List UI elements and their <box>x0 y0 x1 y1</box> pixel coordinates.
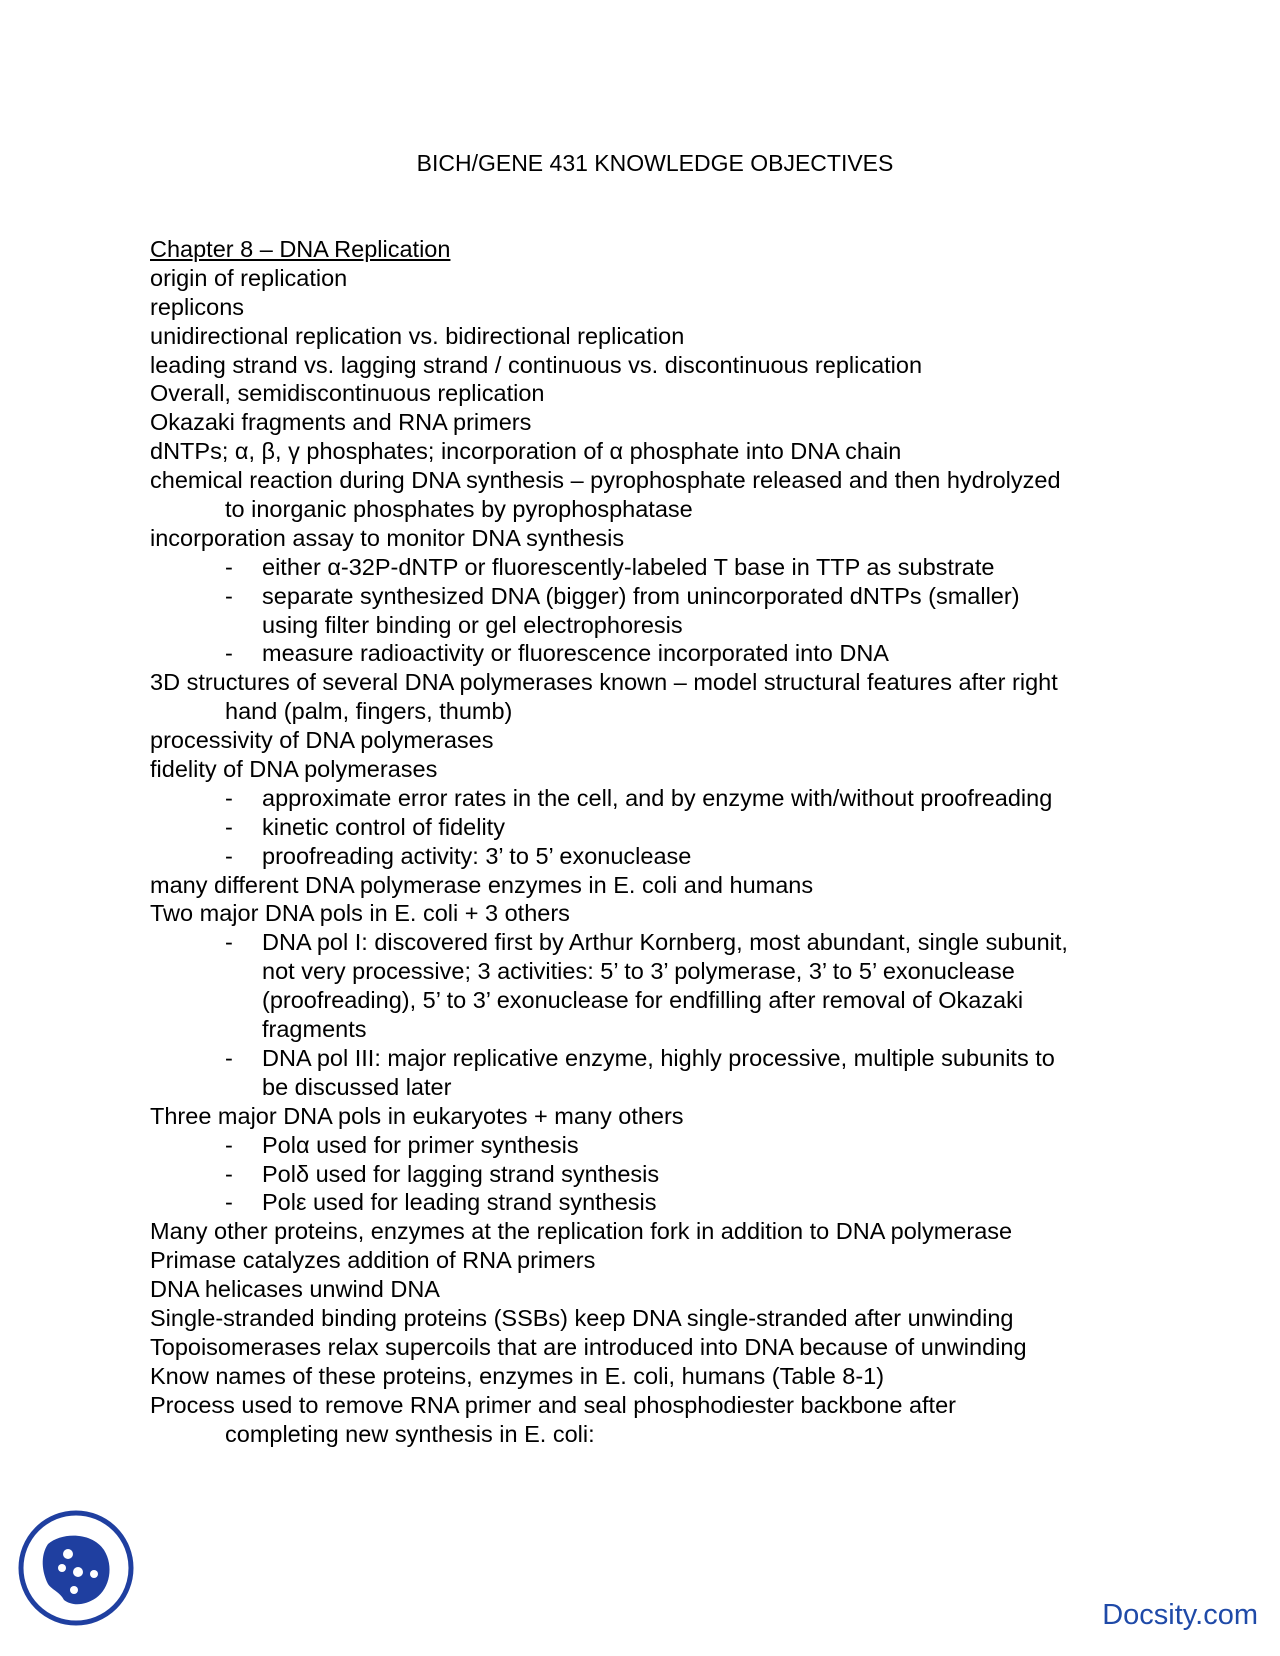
sub-bullet <box>150 1044 1150 1073</box>
sub-bullet <box>150 1160 1150 1189</box>
list-item: unidirectional replication vs. bidirectional replication <box>150 322 685 349</box>
sub-bullet-text: measure radioactivity or fluorescence incorporated into DNA <box>262 640 889 667</box>
list-item: fidelity of DNA polymerases <box>150 756 438 783</box>
list-item-continuation: hand (palm, fingers, thumb) <box>225 698 513 725</box>
sub-bullet-text: Polα used for primer synthesis <box>262 1131 579 1158</box>
list-item: Two major DNA pols in E. coli + 3 others <box>150 900 570 927</box>
logo-dot <box>90 1570 98 1578</box>
bullet-dash: - <box>225 640 233 667</box>
sub-bullet-text: kinetic control of fidelity <box>262 813 505 840</box>
list-item-continuation: completing new synthesis in E. coli: <box>225 1420 595 1447</box>
list-item: incorporation assay to monitor DNA synthesis <box>150 524 625 551</box>
list-item: Single-stranded binding proteins (SSBs) keep DNA single-stranded after unwinding <box>150 1304 1014 1331</box>
logo-dot <box>73 1567 83 1577</box>
sub-bullet <box>150 813 1150 842</box>
list-item: dNTPs; α, β, γ phosphates; incorporation of α phosphate into DNA chain <box>150 438 902 465</box>
list-item: Many other proteins, enzymes at the replication fork in addition to DNA polymerase <box>150 1218 1013 1245</box>
document-body <box>150 235 1150 1448</box>
bullet-dash: - <box>225 582 233 609</box>
logo-dot <box>63 1549 73 1559</box>
logo-dot <box>58 1564 66 1572</box>
list-item: DNA helicases unwind DNA <box>150 1276 440 1303</box>
list-item: leading strand vs. lagging strand / continuous vs. discontinuous replication <box>150 351 923 378</box>
sub-bullet <box>150 553 1150 582</box>
sub-bullet-text: proofreading activity: 3’ to 5’ exonuclease <box>262 842 692 869</box>
sub-bullet <box>150 784 1150 813</box>
bullet-dash: - <box>225 813 233 840</box>
sub-bullet-continuation: be discussed later <box>262 1073 452 1100</box>
sub-bullet-continuation: not very processive; 3 activities: 5’ to 3’ polymerase, 3’ to 5’ exonuclease <box>262 958 1015 985</box>
sub-bullet-text: DNA pol I: discovered first by Arthur Kornberg, most abundant, single subunit, <box>262 929 1068 956</box>
bullet-dash: - <box>225 929 233 956</box>
sub-bullet <box>150 639 1150 668</box>
list-item: Process used to remove RNA primer and seal phosphodiester backbone after <box>150 1391 956 1418</box>
sub-bullet-text: DNA pol III: major replicative enzyme, highly processive, multiple subunits to <box>262 1044 1055 1071</box>
sub-bullet-text: either α-32P-dNTP or fluorescently-labeled T base in TTP as substrate <box>262 553 995 580</box>
list-item: Topoisomerases relax supercoils that are introduced into DNA because of unwinding <box>150 1333 1027 1360</box>
bullet-dash: - <box>225 1160 233 1187</box>
chapter-heading: Chapter 8 – DNA Replication <box>150 236 451 262</box>
list-item: origin of replication <box>150 264 348 291</box>
list-item: Okazaki fragments and RNA primers <box>150 409 532 436</box>
docsity-brand-link[interactable]: Docsity.com <box>1102 1599 1258 1631</box>
docsity-logo-icon[interactable] <box>18 1510 134 1626</box>
document-title: BICH/GENE 431 KNOWLEDGE OBJECTIVES <box>416 150 894 176</box>
sub-bullet <box>150 928 1150 957</box>
list-item: replicons <box>150 293 245 320</box>
sub-bullet <box>150 582 1150 611</box>
sub-bullet <box>150 842 1150 871</box>
list-item-continuation: to inorganic phosphates by pyrophosphatase <box>225 496 693 523</box>
bullet-dash: - <box>225 1131 233 1158</box>
sub-bullet <box>150 1131 1150 1160</box>
list-item: 3D structures of several DNA polymerases known – model structural features after right <box>150 669 1058 696</box>
bullet-dash: - <box>225 842 233 869</box>
list-item: chemical reaction during DNA synthesis – pyrophosphate released and then hydrolyzed <box>150 467 1061 494</box>
bullet-dash: - <box>225 553 233 580</box>
list-item: Three major DNA pols in eukaryotes + many others <box>150 1102 684 1129</box>
list-item: many different DNA polymerase enzymes in E. coli and humans <box>150 871 814 898</box>
list-item: processivity of DNA polymerases <box>150 727 494 754</box>
bullet-dash: - <box>225 1189 233 1216</box>
bullet-dash: - <box>225 784 233 811</box>
list-item: Know names of these proteins, enzymes in E. coli, humans (Table 8-1) <box>150 1362 885 1389</box>
sub-bullet-text: Polε used for leading strand synthesis <box>262 1189 657 1216</box>
sub-bullet <box>150 1188 1150 1217</box>
sub-bullet-text: approximate error rates in the cell, and by enzyme with/without proofreading <box>262 784 1053 811</box>
list-item: Overall, semidiscontinuous replication <box>150 380 545 407</box>
sub-bullet-text: Polδ used for lagging strand synthesis <box>262 1160 660 1187</box>
list-item: Primase catalyzes addition of RNA primers <box>150 1247 596 1274</box>
bullet-dash: - <box>225 1044 233 1071</box>
sub-bullet-text: separate synthesized DNA (bigger) from unincorporated dNTPs (smaller) <box>262 582 1020 609</box>
sub-bullet-continuation: fragments <box>262 1016 367 1043</box>
sub-bullet-continuation: using filter binding or gel electrophoresis <box>262 611 683 638</box>
logo-dot <box>70 1586 78 1594</box>
sub-bullet-continuation: (proofreading), 5’ to 3’ exonuclease for endfilling after removal of Okazaki <box>262 987 1024 1014</box>
